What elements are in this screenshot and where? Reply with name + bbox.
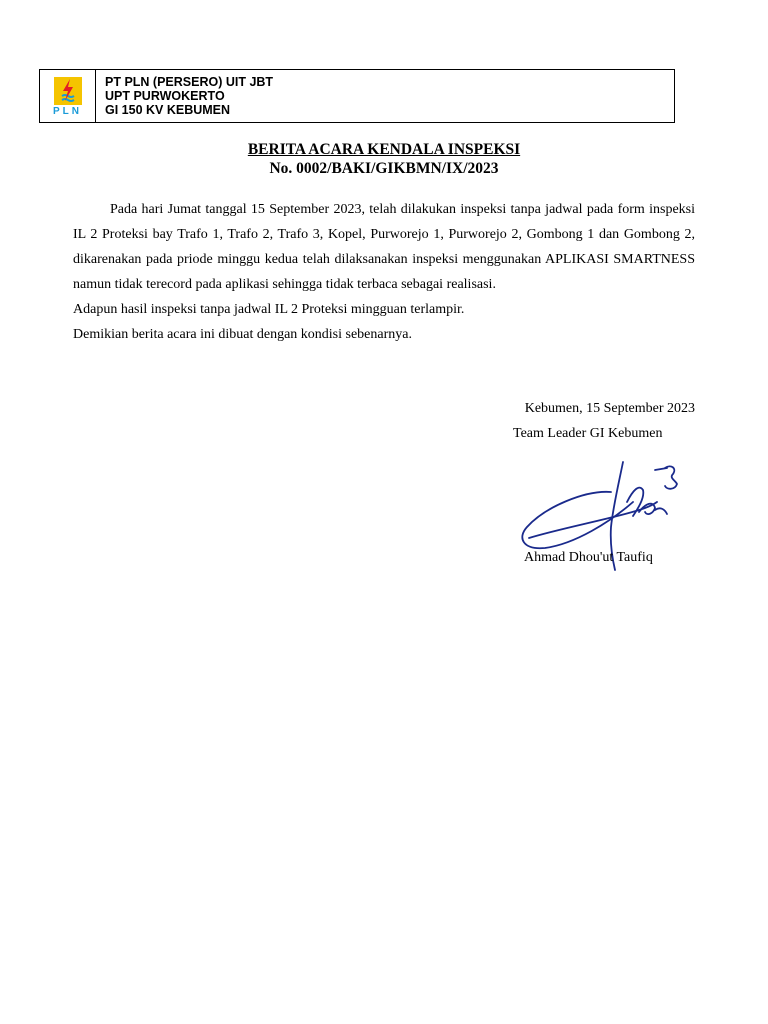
pln-logo bbox=[40, 70, 96, 122]
signer-role: Team Leader GI Kebumen bbox=[513, 426, 663, 441]
title-line: BERITA ACARA KENDALA INSPEKSI bbox=[247, 141, 521, 158]
document-title bbox=[0, 140, 768, 178]
document-body bbox=[73, 197, 695, 347]
letterhead bbox=[39, 69, 675, 123]
pln-logo-icon bbox=[53, 76, 83, 106]
org-line-substation: GI 150 KV KEBUMEN bbox=[105, 103, 231, 117]
paragraph-main: Pada hari Jumat tanggal 15 September 2023, telah dilakukan inspeksi tanpa jadwal pada form inspeksi IL 2 Proteksi bay Trafo 1, Trafo 2, Trafo 3, Kopel, Purworejo 1, Purworejo 2, Gombong 1 dan Gombong 2, dikarenakan pada priode minggu kedua telah dilaksanakan inspeksi menggunakan APLIKASI SMARTNESS namun tidak terecord pada aplikasi sehingga tidak terbaca sebagai realisasi. bbox=[73, 202, 695, 292]
org-line-unit: UPT PURWOKERTO bbox=[105, 89, 225, 103]
paragraph-closing: Demikian berita acara ini dibuat dengan kondisi sebenarnya. bbox=[73, 327, 412, 342]
place-date: Kebumen, 15 September 2023 bbox=[524, 401, 695, 416]
paragraph-attachment: Adapun hasil inspeksi tanpa jadwal IL 2 Proteksi mingguan terlampir. bbox=[73, 302, 465, 317]
signer-name: Ahmad Dhou'ut Taufiq bbox=[524, 550, 653, 565]
logo-text: PLN bbox=[53, 105, 82, 117]
document-number: No. 0002/BAKI/GIKBMN/IX/2023 bbox=[269, 160, 499, 177]
org-line-company: PT PLN (PERSERO) UIT JBT bbox=[105, 75, 274, 89]
organization-info bbox=[96, 70, 273, 122]
signature-block bbox=[480, 396, 695, 446]
